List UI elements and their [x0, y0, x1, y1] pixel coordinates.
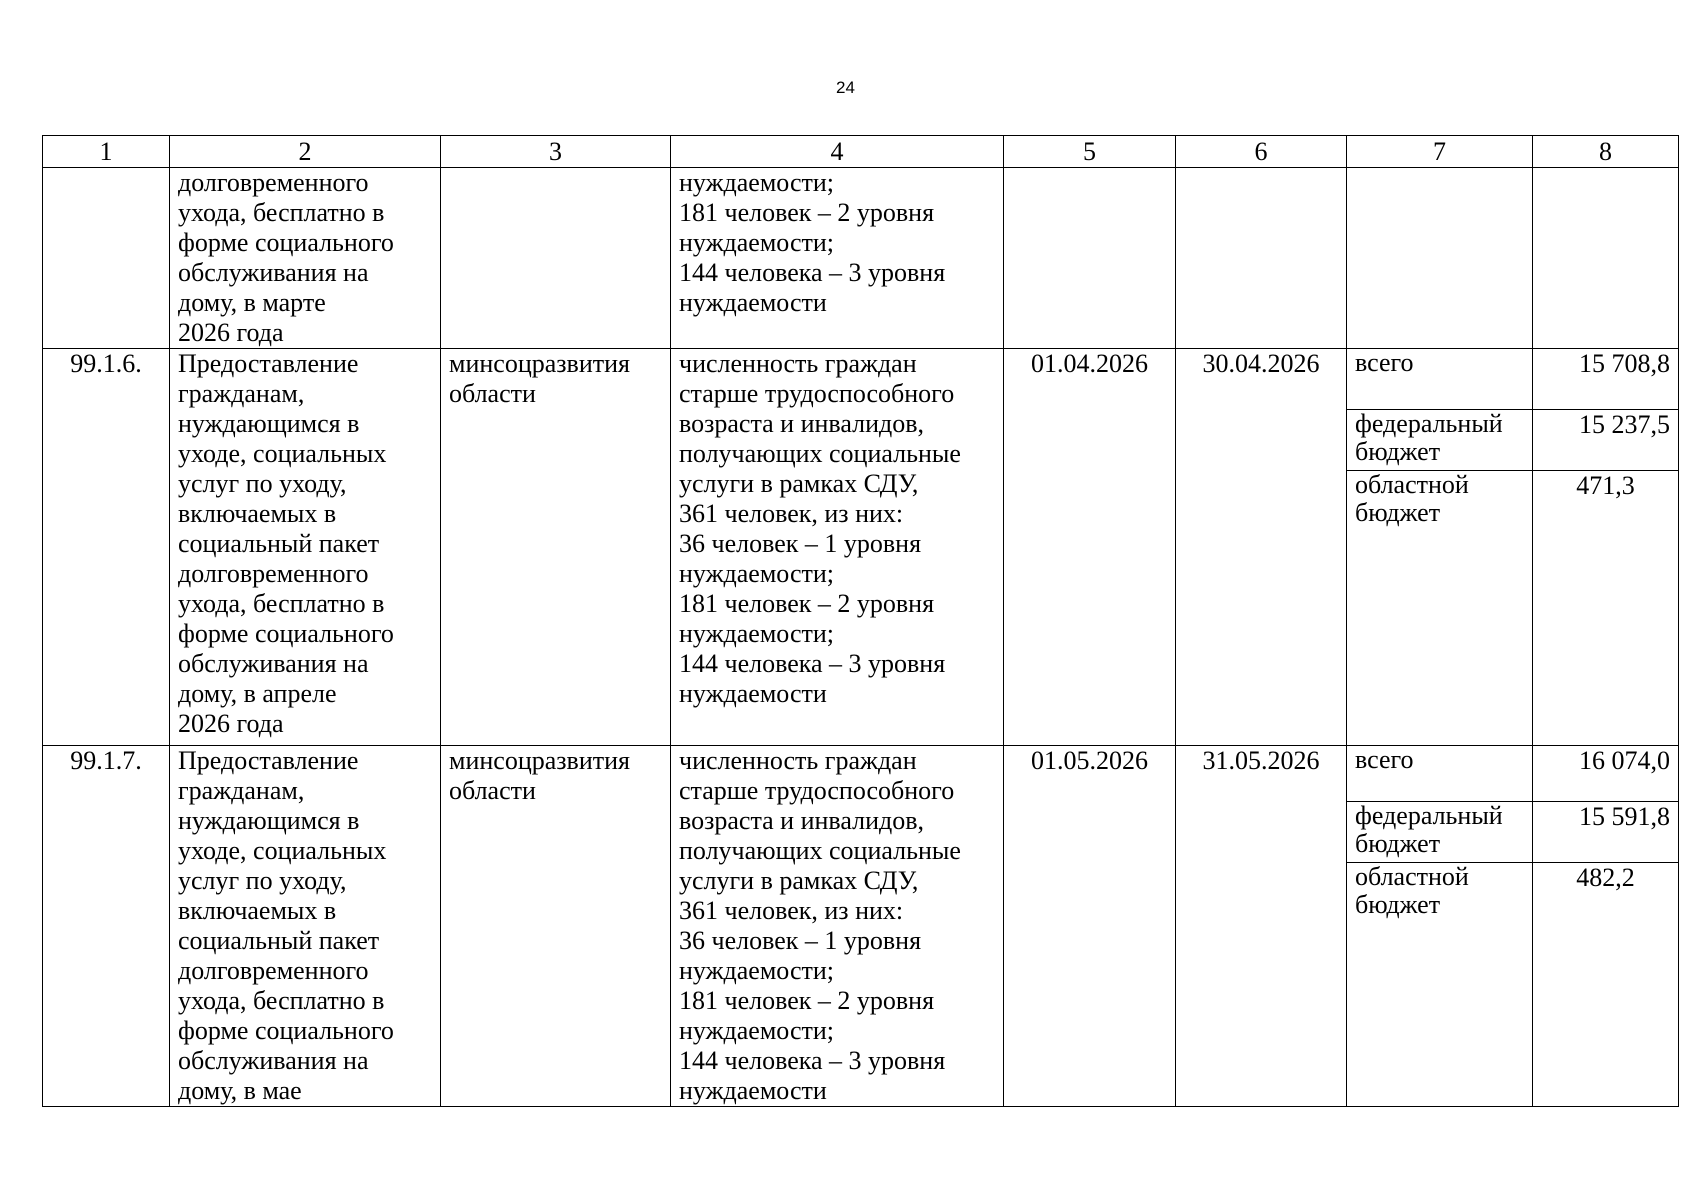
page-number: 24	[836, 78, 855, 97]
table-row	[43, 349, 1679, 410]
cell-amount: 15 708,8	[1533, 349, 1679, 410]
cell-description: Предоставление гражданам, нуждающимся в уходе, социальных услуг по уходу, включаемых в социальный пакет долговременного ухода, бесплатно в форме социального обслуживания на дому, в мае	[170, 746, 441, 1107]
cell-funding-source: федеральный бюджет	[1347, 802, 1533, 863]
cell-funding-source	[1347, 168, 1533, 349]
column-number: 2	[170, 136, 441, 168]
cell-description: Предоставление гражданам, нуждающимся в уходе, социальных услуг по уходу, включаемых в социальный пакет долговременного ухода, бесплатно в форме социального обслуживания на дому, в апреле 2026 года	[170, 349, 441, 746]
cell-id: 99.1.7.	[43, 746, 170, 1107]
cell-amount: 15 591,8	[1533, 802, 1679, 863]
cell-indicator: численность граждан старше трудоспособного возраста и инвалидов, получающих социальные услуги в рамках СДУ, 361 человек, из них: 36 человек – 1 уровня нуждаемости; 181 человек – 2 уровня нуждаемости; 144 человека – 3 уровня нуждаемости	[671, 746, 1004, 1107]
cell-id: 99.1.6.	[43, 349, 170, 746]
column-number: 1	[43, 136, 170, 168]
column-number: 7	[1347, 136, 1533, 168]
cell-amount: 16 074,0	[1533, 746, 1679, 802]
cell-funding-source: областной бюджет	[1347, 863, 1533, 1107]
cell-start-date: 01.04.2026	[1004, 349, 1176, 746]
cell-amount: 471,3	[1533, 471, 1679, 746]
continuation-row	[43, 168, 1679, 349]
cell-amount: 482,2	[1533, 863, 1679, 1107]
cell-executor: минсоцразвития области	[441, 349, 671, 746]
plan-table	[42, 135, 1679, 1107]
cell-amount: 15 237,5	[1533, 410, 1679, 471]
cell-end-date: 31.05.2026	[1176, 746, 1347, 1107]
column-number-row	[43, 136, 1679, 168]
cell-funding-source: всего	[1347, 349, 1533, 410]
column-number: 6	[1176, 136, 1347, 168]
cell-indicator: численность граждан старше трудоспособного возраста и инвалидов, получающих социальные услуги в рамках СДУ, 361 человек, из них: 36 человек – 1 уровня нуждаемости; 181 человек – 2 уровня нуждаемости; 144 человека – 3 уровня нуждаемости	[671, 349, 1004, 746]
cell-end-date: 30.04.2026	[1176, 349, 1347, 746]
cell-executor	[441, 168, 671, 349]
column-number: 5	[1004, 136, 1176, 168]
cell-end-date	[1176, 168, 1347, 349]
cell-description: долговременного ухода, бесплатно в форме социального обслуживания на дому, в марте 2026 года	[170, 168, 441, 349]
cell-executor: минсоцразвития области	[441, 746, 671, 1107]
cell-funding-source: всего	[1347, 746, 1533, 802]
cell-start-date: 01.05.2026	[1004, 746, 1176, 1107]
cell-funding-source: федеральный бюджет	[1347, 410, 1533, 471]
cell-indicator: нуждаемости; 181 человек – 2 уровня нуждаемости; 144 человека – 3 уровня нуждаемости	[671, 168, 1004, 349]
column-number: 3	[441, 136, 671, 168]
cell-start-date	[1004, 168, 1176, 349]
cell-id	[43, 168, 170, 349]
cell-funding-source: областной бюджет	[1347, 471, 1533, 746]
column-number: 4	[671, 136, 1004, 168]
table-row	[43, 746, 1679, 802]
cell-amount	[1533, 168, 1679, 349]
column-number: 8	[1533, 136, 1679, 168]
